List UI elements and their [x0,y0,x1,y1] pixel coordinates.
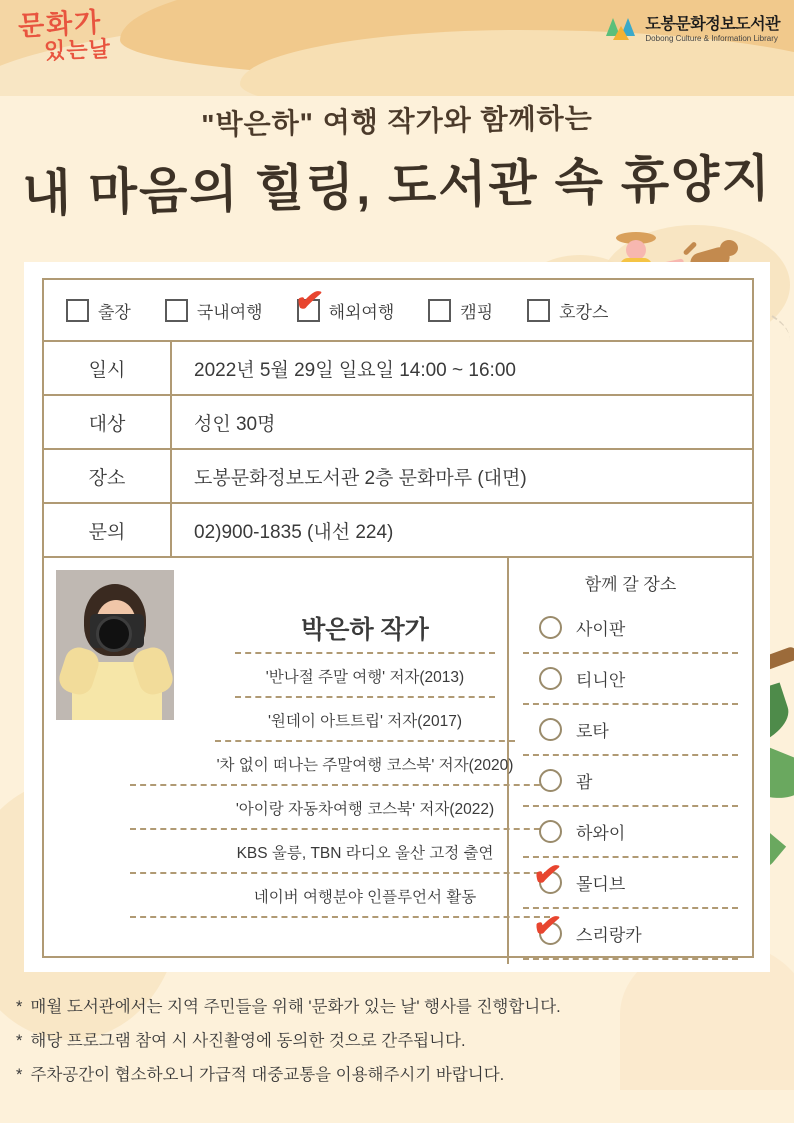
place-label: 하와이 [576,824,626,843]
info-value: 2022년 5월 29일 일요일 14:00 ~ 16:00 [194,359,516,381]
category-label: 캠핑 [460,302,494,322]
info-card [24,262,770,972]
category-option-2[interactable] [292,279,395,323]
culture-day-logo [18,8,188,70]
place-label: 사이판 [576,620,626,639]
category-label: 국내여행 [196,302,263,322]
place-option-1[interactable] [509,654,752,703]
info-card-border [42,278,754,958]
footer-note [16,1056,776,1090]
poster-subtitle: "박은하" 여행 작가와 함께하는 [201,102,594,141]
library-name-ko: 도봉문화정보도서관 [645,16,780,34]
author-and-places-section [44,558,752,964]
checkbox-icon[interactable] [297,299,320,322]
star-icon: * [16,1032,23,1050]
place-option-4[interactable] [509,807,752,856]
place-label: 로타 [576,722,609,741]
radio-icon[interactable] [539,718,562,741]
dog-head [720,240,738,256]
info-label: 일시 [44,342,172,394]
place-option-5[interactable] [509,854,752,907]
footer-note [16,1022,776,1056]
check-mark-icon: ✔ [530,854,565,896]
place-option-0[interactable] [509,603,752,652]
author-credit: '차 없이 떠나는 주말여행 코스북' 저자(2020) [216,757,514,774]
category-label: 출장 [98,302,131,322]
library-logo-text [645,16,780,43]
info-row-date [44,342,752,396]
footer-note-text: 해당 프로그램 참여 시 사진촬영에 동의한 것으로 간주됩니다. [30,1032,466,1050]
place-label: 몰디브 [576,875,626,894]
footer-note-text: 주차공간이 협소하오니 가급적 대중교통을 이용해주시기 바랍니다. [30,1066,505,1084]
place-option-2[interactable] [509,705,752,754]
author-credit: '반나절 주말 여행' 저자(2013) [265,669,465,686]
place-label: 괌 [576,773,593,792]
place-option-3[interactable] [509,756,752,805]
places-section [509,558,752,964]
checkbox-icon[interactable] [165,299,188,322]
radio-icon[interactable] [539,616,562,639]
category-option-3[interactable] [428,298,493,323]
info-label: 대상 [44,396,172,448]
library-name-en: Dobong Culture & Information Library [645,34,778,43]
category-label: 해외여행 [328,302,395,322]
author-credit: '원데이 아트트립' 저자(2017) [267,713,463,730]
place-label: 티니안 [576,671,626,690]
info-value: 도봉문화정보도서관 2층 문화마루 (대면) [194,467,527,489]
places-title: 함께 갈 장소 [584,575,677,594]
checkbox-icon[interactable] [428,299,451,322]
category-option-4[interactable] [527,298,608,323]
radio-icon[interactable] [539,769,562,792]
category-option-1[interactable] [165,298,263,323]
category-checkbox-row [44,280,752,342]
author-credit: KBS 울릉, TBN 라디오 울산 고정 출연 [236,845,494,862]
category-option-0[interactable] [66,298,131,323]
place-label: 스리랑카 [576,926,642,945]
info-value: 02)900-1835 (내선 224) [194,521,394,543]
author-section [44,558,514,964]
info-label: 문의 [44,504,172,556]
info-row-audience [44,396,752,450]
culture-day-logo-line2: 있는날 [43,36,112,64]
info-row-location [44,450,752,504]
author-photo [56,570,174,720]
category-label: 호캉스 [559,302,609,322]
author-credit: 네이버 여행분야 인플루언서 활동 [253,889,477,906]
radio-icon[interactable] [539,820,562,843]
check-mark-icon: ✔ [292,279,326,322]
library-logo [604,14,780,46]
author-details [174,558,564,964]
info-label: 장소 [44,450,172,502]
star-icon: * [16,1066,23,1084]
footer-notes [16,988,776,1090]
checkbox-icon[interactable] [66,299,89,322]
info-row-contact [44,504,752,558]
poster-title: 내 마음의 힐링, 도서관 속 휴양지 [21,150,773,222]
divider [130,916,550,918]
info-value: 성인 30명 [194,413,276,435]
star-icon: * [16,998,23,1016]
footer-note [16,988,776,1022]
radio-icon[interactable] [539,667,562,690]
check-mark-icon: ✔ [530,905,565,947]
person-head [626,240,646,260]
footer-note-text: 매월 도서관에서는 지역 주민들을 위해 '문화가 있는 날' 행사를 진행합니다. [30,998,561,1016]
camera-lens-icon [96,616,132,652]
author-credit: '아이랑 자동차여행 코스북' 저자(2022) [235,801,495,818]
library-mark-icon [604,14,638,46]
author-name: 박은하 작가 [301,616,429,644]
checkbox-icon[interactable] [527,299,550,322]
culture-day-logo-line1: 문화가 [17,7,104,42]
place-option-6[interactable] [509,905,752,958]
